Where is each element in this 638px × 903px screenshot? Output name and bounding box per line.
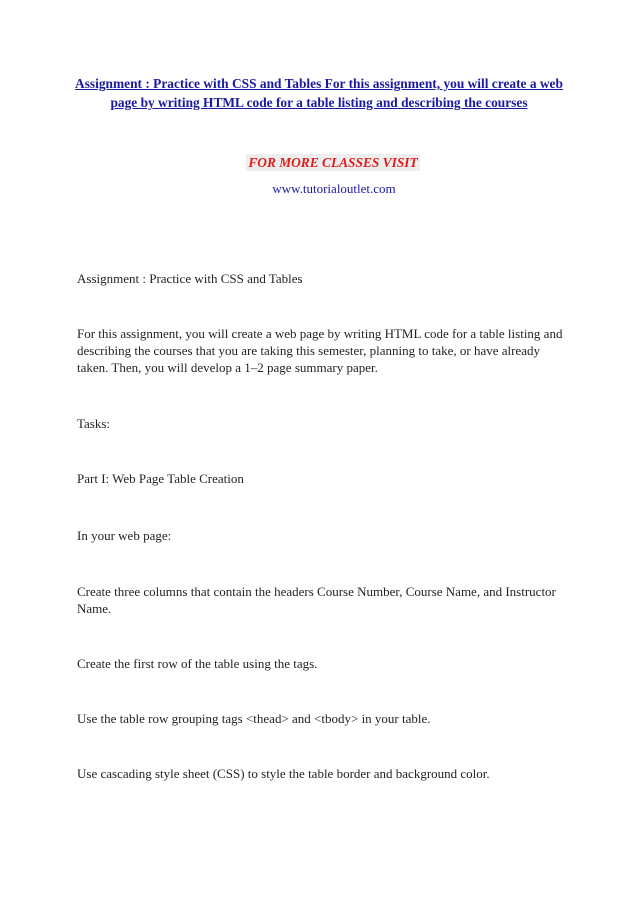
paragraph-part-one: Part I: Web Page Table Creation [77, 471, 244, 486]
paragraph-row-grouping: Use the table row grouping tags <thead> and <tbody> in your table. [77, 711, 431, 726]
promo-text: FOR MORE CLASSES VISIT [248, 155, 418, 170]
site-link-line [0, 180, 638, 197]
document-title: Assignment : Practice with CSS and Tables For this assignment, you will create a web page by writing HTML code for a table listing and describing the courses [75, 76, 563, 110]
paragraph-assignment-title: Assignment : Practice with CSS and Tables [77, 271, 303, 286]
paragraph-in-your-web-page: In your web page: [77, 528, 172, 543]
paragraph-first-row: Create the first row of the table using the tags. [77, 656, 318, 671]
paragraph-intro: For this assignment, you will create a web page by writing HTML code for a table listing and describing the courses that you are taking this semester, planning to take, or have already taken. Then, you will develop a 1–2 page summary paper. [77, 326, 563, 375]
paragraph-three-columns: Create three columns that contain the headers Course Number, Course Name, and Instructor Name. [77, 584, 556, 616]
site-link[interactable]: www.tutorialoutlet.com [272, 181, 396, 196]
promo-line [0, 154, 638, 172]
paragraph-tasks: Tasks: [77, 416, 111, 431]
paragraph-css-style: Use cascading style sheet (CSS) to style the table border and background color. [77, 766, 490, 781]
